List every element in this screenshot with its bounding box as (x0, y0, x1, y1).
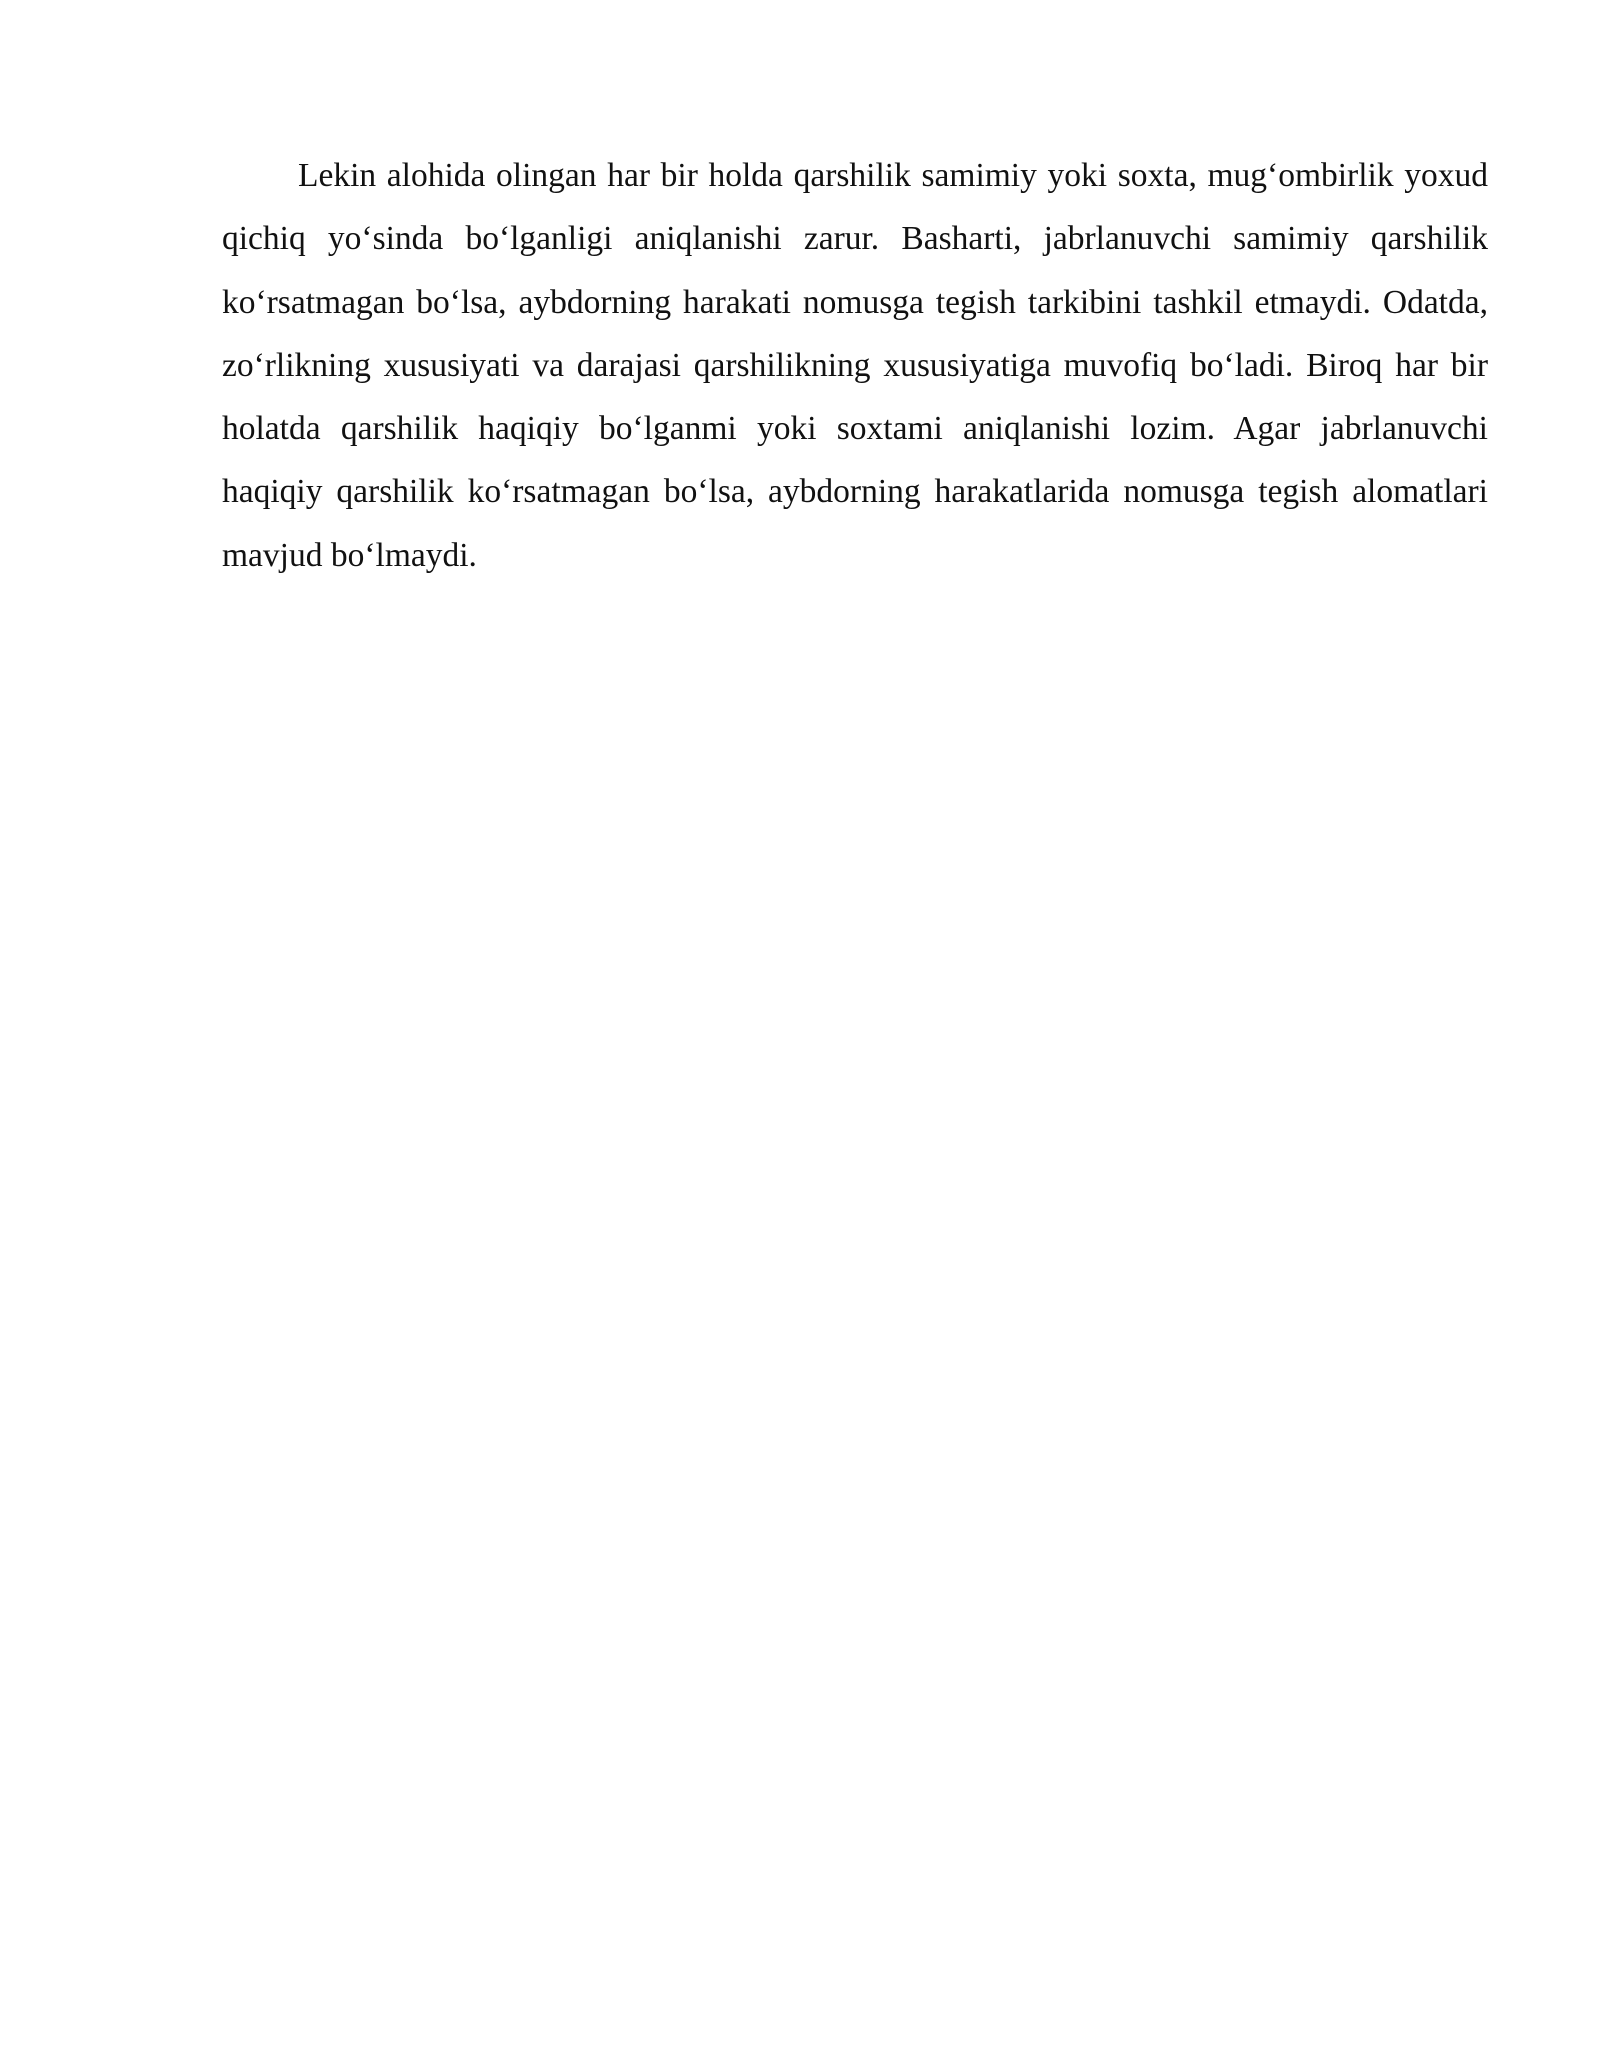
body-paragraph: Lekin alohida olingan har bir holda qarshilik samimiy yoki soxta, mug‘ombirlik yoxud qichiq yo‘sinda bo‘lganligi aniqlanishi zarur. Basharti, jabrlanuvchi samimiy qarshilik ko‘rsatmagan bo‘lsa, aybdorning harakati nomusga tegish tarkibini tashkil etmaydi. Odatda, zo‘rlikning xususiyati va darajasi qarshilikning xususiyatiga muvofiq bo‘ladi. Biroq har bir holatda qarshilik haqiqiy bo‘lganmi yoki soxtami aniqlanishi lozim. Agar jabrlanuvchi haqiqiy qarshilik ko‘rsatmagan bo‘lsa, aybdorning harakatlarida nomusga tegish alomatlari mavjud bo‘lmaydi. (222, 157, 1488, 574)
